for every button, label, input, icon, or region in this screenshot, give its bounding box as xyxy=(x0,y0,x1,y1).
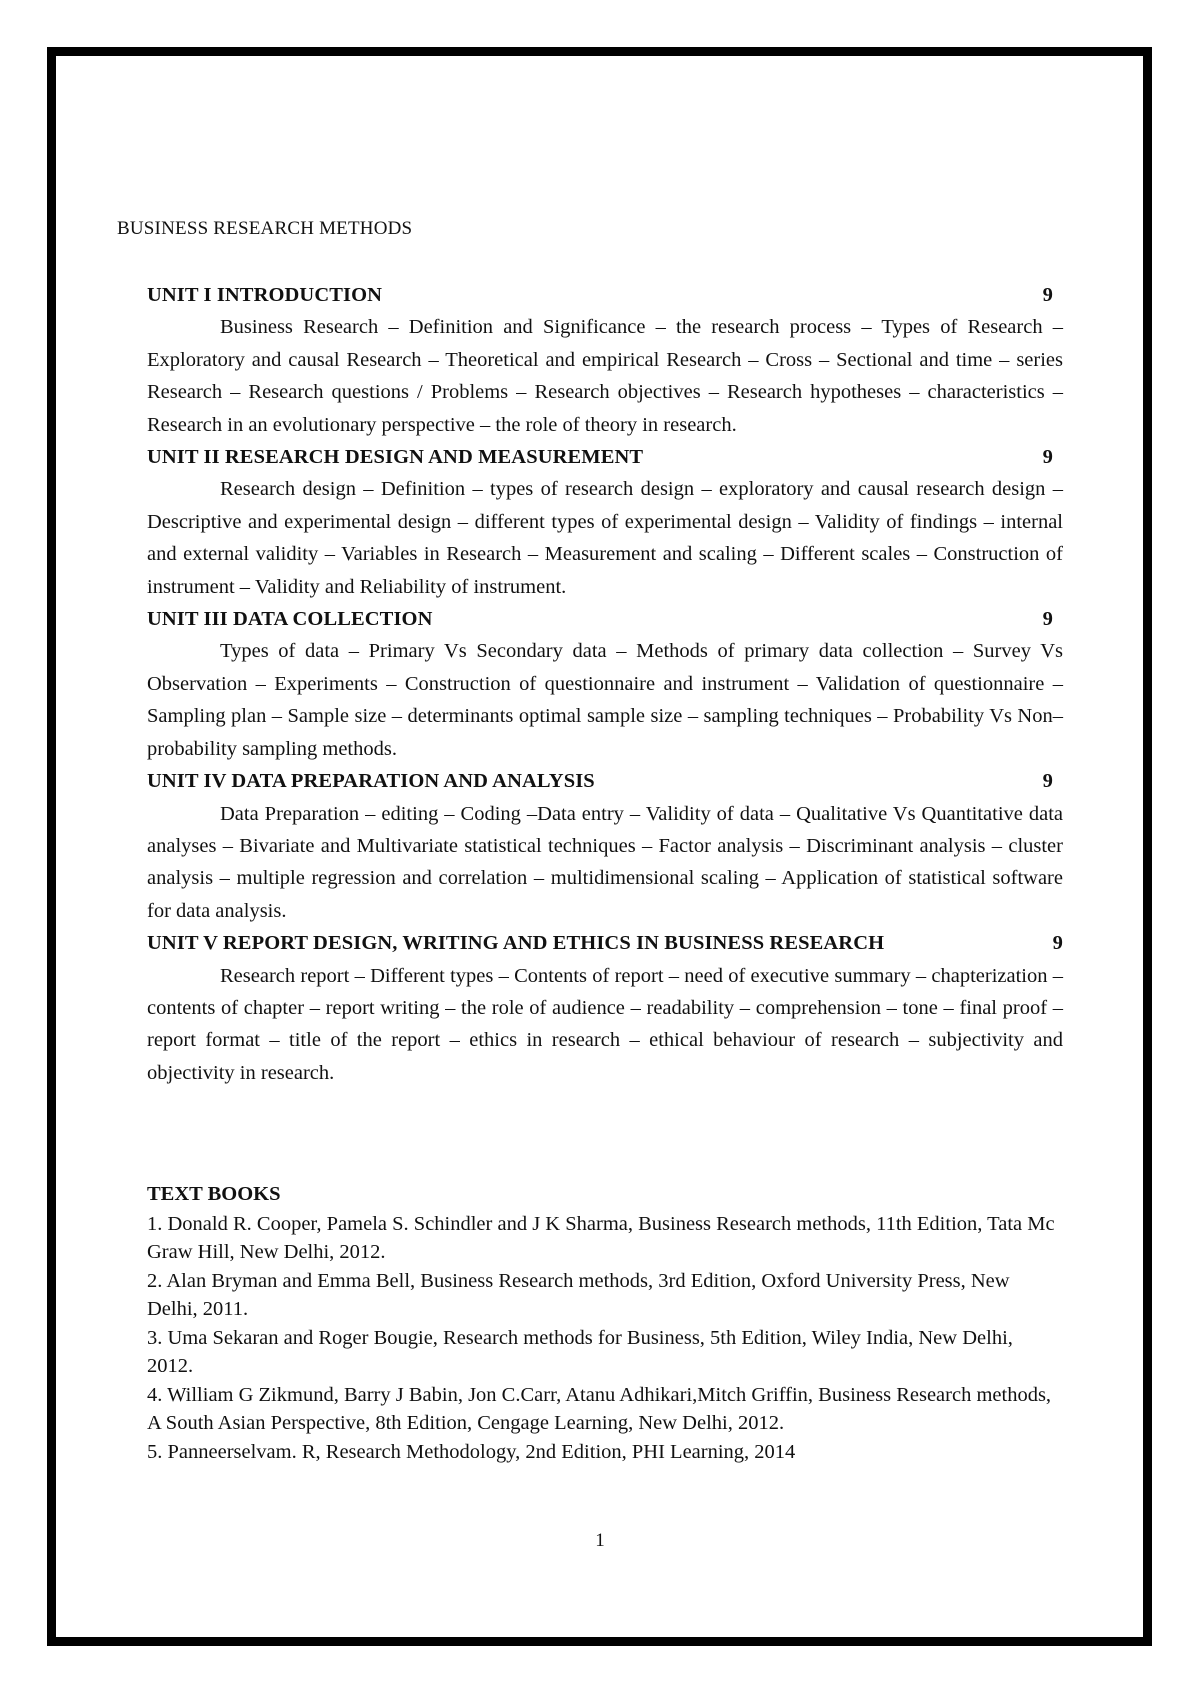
unit-description: Types of data – Primary Vs Secondary data – Methods of primary data collection – Survey Vs Observation – Experiments – Construction of questionnaire and instrument – Validation of questionnaire – Sampling plan – Sample size – determinants optimal sample size – sampling techniques – Probability Vs Non–probability sampling methods. xyxy=(147,640,1063,760)
unit-section xyxy=(147,279,1063,441)
book-entry: 1. Donald R. Cooper, Pamela S. Schindler and J K Sharma, Business Research methods, 11th Edition, Tata Mc Graw Hill, New Delhi, 2012. xyxy=(147,1212,1055,1263)
unit-hours: 9 xyxy=(1042,446,1053,469)
unit-description: Research design – Definition – types of research design – exploratory and causal research design – Descriptive and experimental design – different types of experimental design – Validity of findings – internal and external validity – Variables in Research – Measurement and scaling – Different scales – Construction of instrument – Validity and Reliability of instrument. xyxy=(147,478,1063,598)
unit-heading xyxy=(147,603,1063,635)
text-books-heading: TEXT BOOKS xyxy=(147,1183,281,1205)
book-entry: 2. Alan Bryman and Emma Bell, Business Research methods, 3rd Edition, Oxford University Press, New Delhi, 2011. xyxy=(147,1269,1010,1320)
unit-description: Business Research – Definition and Significance – the research process – Types of Research – Exploratory and causal Research – Theoretical and empirical Research – Cross – Sectional and time – series Research – Research questions / Problems – Research objectives – Research hypotheses – characteristics – Research in an evolutionary perspective – the role of theory in research. xyxy=(147,316,1063,436)
unit-heading xyxy=(147,927,1063,959)
unit-heading xyxy=(147,279,1063,311)
syllabus-units xyxy=(147,279,1063,1089)
unit-heading xyxy=(147,765,1063,797)
unit-section xyxy=(147,765,1063,927)
book-entry: 5. Panneerselvam. R, Research Methodology, 2nd Edition, PHI Learning, 2014 xyxy=(147,1440,796,1463)
unit-section xyxy=(147,927,1063,1089)
unit-title: UNIT II RESEARCH DESIGN AND MEASUREMENT xyxy=(147,446,644,469)
unit-hours: 9 xyxy=(1052,932,1063,955)
unit-description: Research report – Different types – Contents of report – need of executive summary – chapterization – contents of chapter – report writing – the role of audience – readability – comprehension – tone – final proof – report format – title of the report – ethics in research – ethical behaviour of research – subjectivity and objectivity in research. xyxy=(147,964,1063,1084)
book-entry: 4. William G Zikmund, Barry J Babin, Jon C.Carr, Atanu Adhikari,Mitch Griffin, Business Research methods, A South Asian Perspective, 8th Edition, Cengage Learning, New Delhi, 2012. xyxy=(147,1383,1052,1434)
book-entry: 3. Uma Sekaran and Roger Bougie, Research methods for Business, 5th Edition, Wiley India, New Delhi, 2012. xyxy=(147,1326,1013,1377)
unit-description: Data Preparation – editing – Coding –Data entry – Validity of data – Qualitative Vs Quantitative data analyses – Bivariate and Multivariate statistical techniques – Factor analysis – Discriminant analysis – cluster analysis – multiple regression and correlation – multidimensional scaling – Application of statistical software for data analysis. xyxy=(147,802,1063,922)
unit-title: UNIT V REPORT DESIGN, WRITING AND ETHICS IN BUSINESS RESEARCH xyxy=(147,932,885,955)
page-number: 1 xyxy=(595,1530,605,1551)
unit-hours: 9 xyxy=(1042,608,1053,631)
unit-title: UNIT I INTRODUCTION xyxy=(147,284,383,306)
text-books-section xyxy=(147,1180,1063,1466)
unit-hours: 9 xyxy=(1042,770,1053,793)
unit-section xyxy=(147,441,1063,603)
unit-title: UNIT IV DATA PREPARATION AND ANALYSIS xyxy=(147,770,595,793)
unit-heading xyxy=(147,441,1063,473)
unit-hours: 9 xyxy=(1042,284,1053,306)
document-title: BUSINESS RESEARCH METHODS xyxy=(117,218,413,239)
unit-section xyxy=(147,603,1063,765)
unit-title: UNIT III DATA COLLECTION xyxy=(147,608,433,631)
